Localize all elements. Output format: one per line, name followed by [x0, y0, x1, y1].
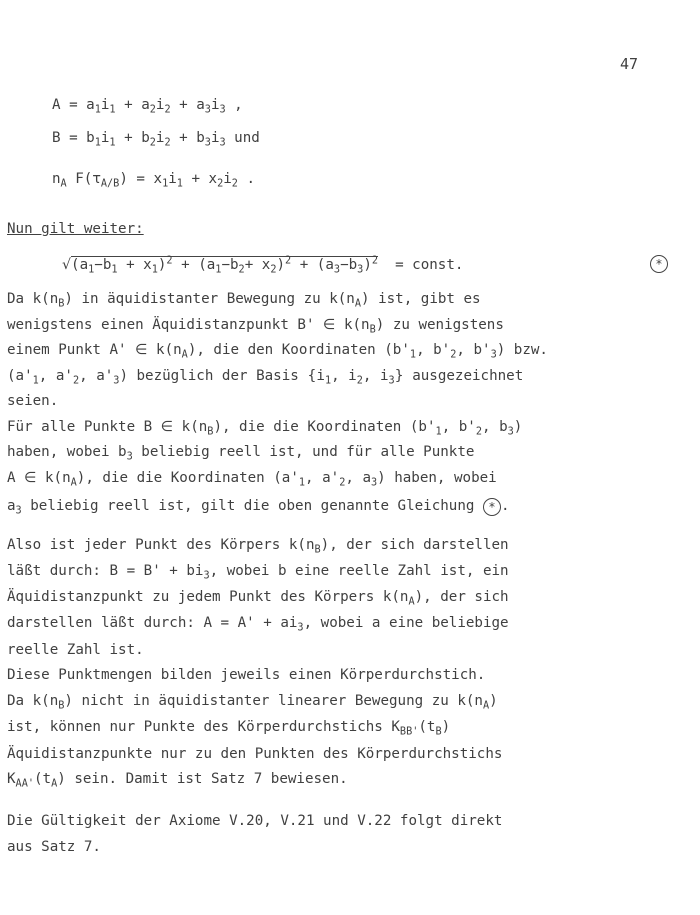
text-line: Äquidistanzpunkt zu jedem Punkt des Körpers $k(n_A)$, der sich — [7, 589, 509, 608]
text-line: haben, wobei $b_3$ beliebig reell ist, und für alle Punkte — [7, 444, 475, 463]
text-line: Die Gültigkeit der Axiome V.20, V.21 und V.22 folgt direkt — [7, 813, 503, 829]
equation-a: $A = a_1i_1 + a_2i_2 + a_3i_3$ , — [52, 97, 243, 116]
text-line: A ∈ $k(n_A)$, die die Koordinaten ($a'_1$, $a'_2$, $a_3$) haben, wobei — [7, 470, 497, 489]
text-line: Da $k(n_B)$ nicht in äquidistanter linearer Bewegung zu $k(n_A)$ — [7, 693, 498, 712]
page-number: 47 — [620, 55, 639, 73]
text-line: ist, können nur Punkte des Körperdurchstichs $K_{BB'}(t_B)$ — [7, 719, 451, 738]
text-line: einem Punkt A' ∈ $k(n_A)$, die den Koordinaten ($b'_1$, $b'_2$, $b'_3$) bzw. — [7, 342, 548, 361]
text-line: wenigstens einen Äquidistanzpunkt B' ∈ $k(n_B)$ zu wenigstens — [7, 317, 504, 336]
nun-gilt-weiter: Nun gilt weiter: — [7, 221, 144, 237]
text-line: $a_3$ beliebig reell ist, gilt die oben genannte Gleichung * . — [7, 498, 510, 517]
text-line: Für alle Punkte B ∈ $k(n_B)$, die die Koordinaten ($b'_1$, $b'_2$, $b_3$) — [7, 419, 523, 438]
text-line: $K_{AA'}(t_A)$ sein. Damit ist Satz 7 bewiesen. — [7, 771, 348, 790]
text-line: Da $k(n_B)$ in äquidistanter Bewegung zu $k(n_A)$ ist, gibt es — [7, 291, 481, 310]
const-equation: $√(a_1-b_1 + x_1)^2 + (a_1-b_2+ x_2)^2 + (a_3-b_3)^2$ = const. — [62, 255, 464, 276]
text-line: läßt durch: $B = B' + bi_3$, wobei b eine reelle Zahl ist, ein — [7, 563, 509, 582]
text-line: aus Satz 7. — [7, 839, 101, 855]
text-line: darstellen läßt durch: $A = A' + ai_3$, wobei a eine beliebige — [7, 615, 509, 634]
equation-n: $n_A$ $F(\tau_{A/B}) = x_1i_1 + x_2i_2$ . — [52, 171, 256, 190]
text-line: ($a'_1$, $a'_2$, $a'_3$) bezüglich der Basis {$i_1$, $i_2$, $i_3$} ausgezeichnet — [7, 368, 524, 387]
text-line: Äquidistanzpunkte nur zu den Punkten des Körperdurchstichs — [7, 746, 503, 762]
text-line: Also ist jeder Punkt des Körpers $k(n_B)$, der sich darstellen — [7, 537, 509, 556]
text-line: Diese Punktmengen bilden jeweils einen Körperdurchstich. — [7, 667, 486, 683]
equation-b: $B = b_1i_1 + b_2i_2 + b_3i_3$ und — [52, 130, 260, 149]
equation-marker: * — [650, 255, 668, 273]
text-line: seien. — [7, 393, 59, 409]
text-line: reelle Zahl ist. — [7, 642, 144, 658]
